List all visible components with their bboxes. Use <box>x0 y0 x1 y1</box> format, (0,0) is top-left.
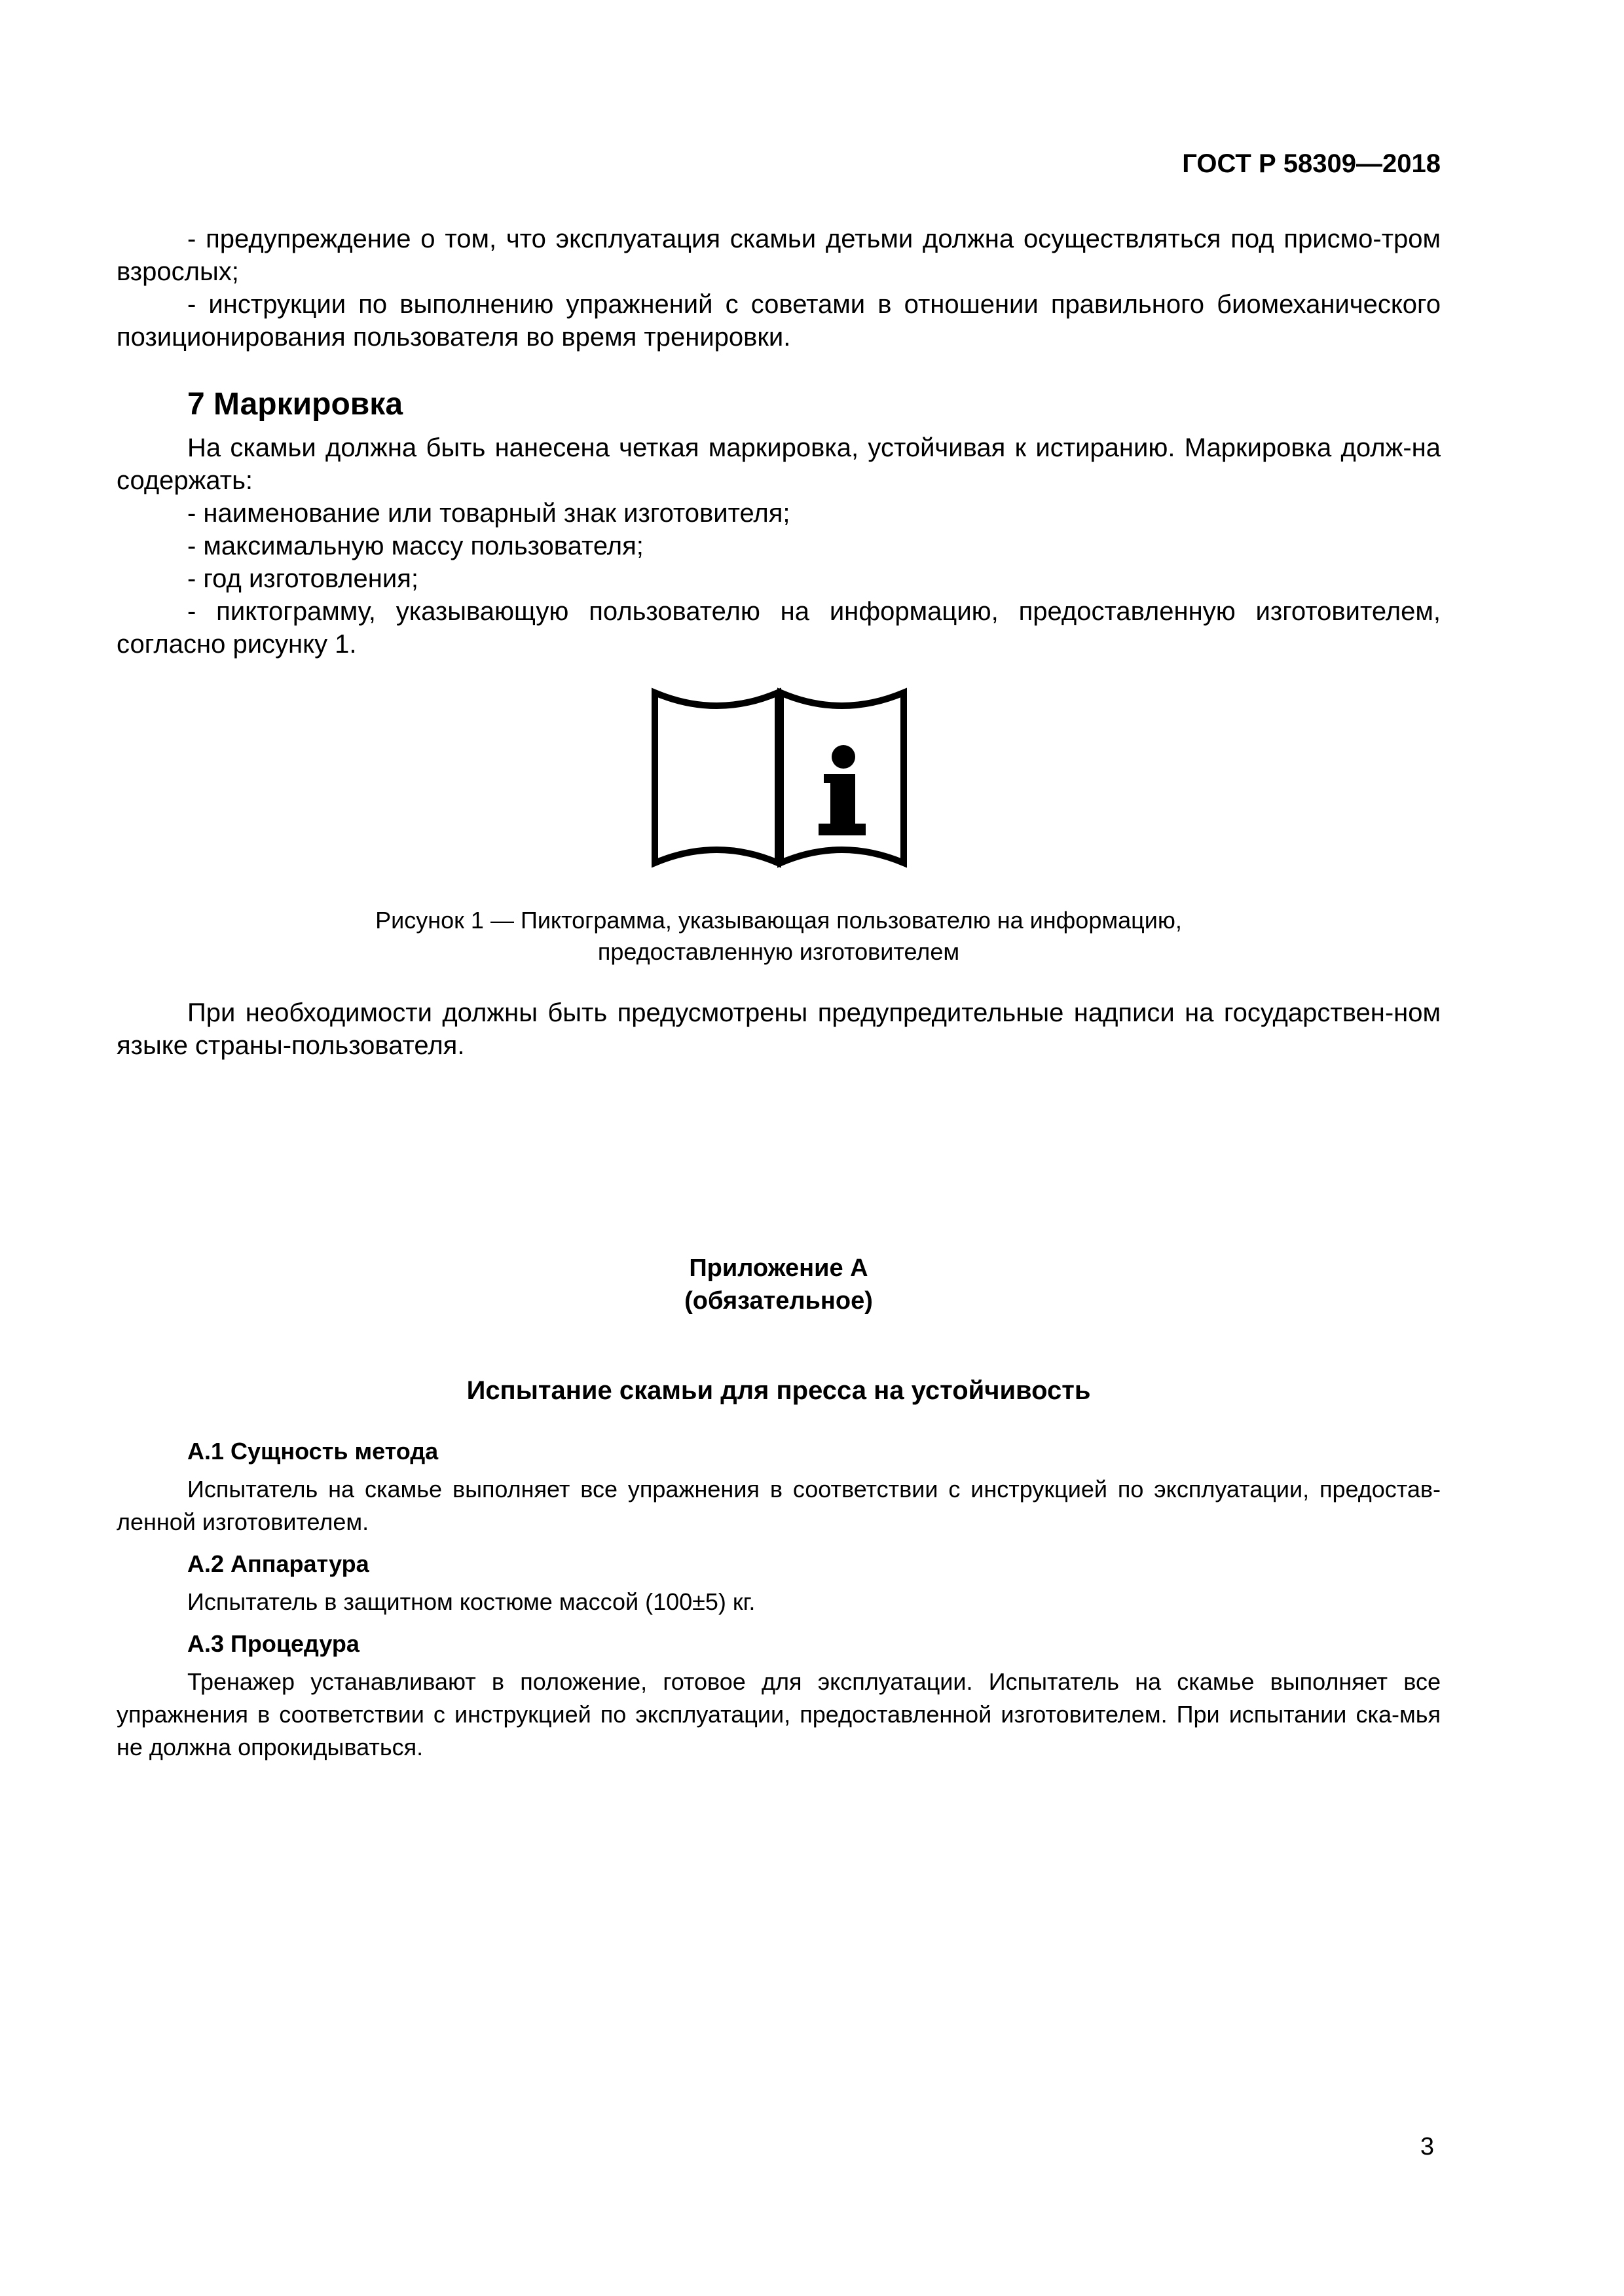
appendix-body <box>117 1438 1441 1764</box>
caption-line: Рисунок 1 — Пиктограмма, указывающая пользователю на информацию, <box>375 907 1182 934</box>
list-item: - пиктограмму, указывающую пользователю на информацию, предоставленную изготовителем, согласно рисунку 1. <box>117 597 1441 659</box>
appendix-heading: Испытание скамьи для пресса на устойчивость <box>466 1376 1091 1405</box>
section-title: 7 Маркировка <box>187 387 403 422</box>
list-item: - наименование или товарный знак изготовителя; <box>187 499 790 528</box>
info-book-icon <box>648 686 910 876</box>
appendix-header <box>117 1252 1441 1317</box>
appendix-title: Приложение А <box>689 1254 868 1282</box>
list-item: - год изготовления; <box>187 564 418 593</box>
caption-line: предоставленную изготовителем <box>597 938 960 965</box>
appendix-status: (обязательное) <box>684 1287 873 1315</box>
list-item: - максимальную массу пользователя; <box>187 532 644 560</box>
list-item: - предупреждение о том, что эксплуатация скамьи детьми должна осуществляться под присмо-тром взрослых; <box>117 225 1441 286</box>
subsection-text: Тренажер устанавливают в положение, готовое для эксплуатации. Испытатель на скамье выполняет все упражнения в соответствии с инструкцией по эксплуатации, предоставленной изготовителем. При испытании ска-мья не должна опрокидываться. <box>117 1668 1441 1760</box>
page-number: 3 <box>1420 2133 1434 2160</box>
subsection-text: Испытатель на скамье выполняет все упражнения в соответствии с инструкцией по эксплуатации, предостав-ленной изготовителем. <box>117 1476 1441 1535</box>
section-7 <box>117 386 1441 661</box>
section-note: При необходимости должны быть предусмотрены предупредительные надписи на государствен-ном языке страны-пользователя. <box>117 998 1441 1060</box>
figure-caption <box>117 905 1441 968</box>
list-item: - инструкции по выполнению упражнений с советами в отношении правильного биомеханического позиционирования пользователя во время тренировки. <box>117 290 1441 352</box>
subsection-title: А.3 Процедура <box>187 1630 360 1657</box>
section-intro: На скамьи должна быть нанесена четкая маркировка, устойчивая к истиранию. Маркировка долж-на содержать: <box>117 433 1441 495</box>
subsection-text: Испытатель в защитном костюме массой (100±5) кг. <box>187 1588 756 1615</box>
top-list <box>117 223 1441 354</box>
document-id: ГОСТ Р 58309—2018 <box>1182 149 1441 178</box>
subsection-title: А.2 Аппаратура <box>187 1550 369 1577</box>
subsection-title: А.1 Сущность метода <box>187 1438 439 1465</box>
